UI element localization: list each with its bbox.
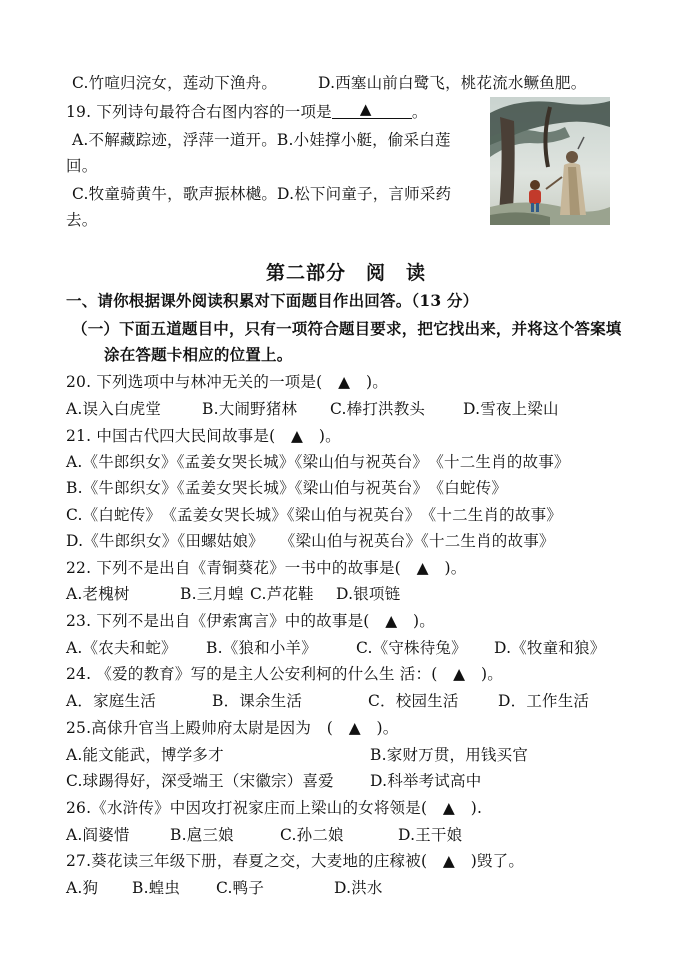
q22-option-b: B.三月蝗 bbox=[180, 585, 244, 603]
q27-option-d: D.洪水 bbox=[334, 879, 383, 897]
q26-option-d: D.王干娘 bbox=[398, 826, 463, 844]
q22-option-d: D.银项链 bbox=[336, 585, 401, 603]
q24-option-c: C．校园生活 bbox=[368, 692, 459, 710]
q21-option-a: A.《牛郎织女》《孟姜女哭长城》《梁山伯与祝英台》 《十二生肖的故事》 bbox=[66, 453, 570, 471]
q18-option-c: C.竹喧归浣女，莲动下渔舟。 bbox=[72, 74, 278, 92]
q23-option-a: A.《农夫和蛇》 bbox=[66, 639, 177, 657]
q23-stem: 23. 下列不是出自《伊索寓言》中的故事是( ▲ )。 bbox=[66, 612, 435, 630]
q26-option-b: B.扈三娘 bbox=[170, 826, 234, 844]
q22-option-a: A.老槐树 bbox=[66, 585, 130, 603]
q20-option-b: B.大闹野猪林 bbox=[202, 400, 298, 418]
q25-option-d: D.科举考试高中 bbox=[370, 772, 482, 790]
q21-option-c: C.《白蛇传》 《孟姜女哭长城》《梁山伯与祝英台》 《十二生肖的故事》 bbox=[66, 506, 562, 524]
q24-option-d: D．工作生活 bbox=[498, 692, 590, 710]
q27-option-b: B.蝗虫 bbox=[132, 879, 181, 897]
q25-stem: 25.高俅升官当上殿帅府太尉是因为 ( ▲ )。 bbox=[66, 719, 399, 737]
q26-option-a: A.阎婆惜 bbox=[66, 826, 130, 844]
q19-option-ab: A.不解藏踪迹，浮萍一道开。B.小娃撑小艇，偷采白莲 bbox=[72, 131, 451, 149]
q27-option-c: C.鸭子 bbox=[216, 879, 265, 897]
q21-option-d: D.《牛郎织女》《田螺姑娘》 《梁山伯与祝英台》《十二生肖的故事》 bbox=[66, 532, 555, 550]
answer-blank bbox=[332, 102, 412, 119]
q26-option-c: C.孙二娘 bbox=[280, 826, 344, 844]
q24-stem: 24. 《爱的教育》写的是主人公安利柯的什么生 活：( ▲ )。 bbox=[66, 665, 503, 683]
triangle-marker: ▲ bbox=[359, 100, 372, 118]
q27-stem: 27.葵花读三年级下册，春夏之交，大麦地的庄稼被( ▲ )毁了。 bbox=[66, 852, 525, 870]
pine-scene-icon bbox=[490, 97, 610, 225]
q20-option-d: D.雪夜上梁山 bbox=[463, 400, 559, 418]
q25-option-a: A.能文能武，博学多才 bbox=[66, 746, 224, 764]
q23-option-b: B.《狼和小羊》 bbox=[206, 639, 317, 657]
q22-option-c: C.芦花鞋 bbox=[250, 585, 314, 603]
q23-option-d: D.《牧童和狼》 bbox=[494, 639, 606, 657]
ink-painting-illustration bbox=[490, 97, 610, 225]
q27-option-a: A.狗 bbox=[66, 879, 99, 897]
q19-option-cd: C.牧童骑黄牛，歌声振林樾。D.松下问童子，言师采药 bbox=[72, 185, 452, 203]
q25-option-c: C.球踢得好，深受端王（宋徽宗）喜爱 bbox=[66, 772, 334, 790]
q25-option-b: B.家财万贯，用钱买官 bbox=[370, 746, 529, 764]
q18-option-d: D.西塞山前白鹭飞，桃花流水鳜鱼肥。 bbox=[318, 74, 587, 92]
section-one-heading: 一、请你根据课外阅读积累对下面题目作出回答。（13 分） bbox=[66, 291, 479, 310]
q22-stem: 22. 下列不是出自《青铜葵花》一书中的故事是( ▲ )。 bbox=[66, 559, 467, 577]
q21-stem: 21. 中国古代四大民间故事是( ▲ )。 bbox=[66, 427, 341, 445]
q19-option-cd-cont: 去。 bbox=[66, 211, 98, 229]
subsection-heading: （一）下面五道题目中，只有一项符合题目要求，把它找出来，并将这个答案填 bbox=[72, 319, 622, 338]
q19-stem: 19. 下列诗句最符合右图内容的一项是 ▲ 。 bbox=[66, 100, 428, 121]
q20-stem: 20. 下列选项中与林冲无关的一项是( ▲ )。 bbox=[66, 373, 388, 391]
q24-option-a: A．家庭生活 bbox=[66, 692, 156, 710]
subsection-heading-cont: 涂在答题卡相应的位置上。 bbox=[104, 345, 293, 364]
q23-option-c: C.《守株待兔》 bbox=[356, 639, 467, 657]
q24-option-b: B．课余生活 bbox=[212, 692, 303, 710]
q21-option-b: B.《牛郎织女》《孟姜女哭长城》《梁山伯与祝英台》 《白蛇传》 bbox=[66, 479, 508, 497]
part-two-title: 第二部分 阅 读 bbox=[265, 262, 427, 284]
q20-option-c: C.棒打洪教头 bbox=[330, 400, 426, 418]
q20-option-a: A.误入白虎堂 bbox=[66, 400, 162, 418]
q19-option-ab-cont: 回。 bbox=[66, 157, 98, 175]
q26-stem: 26.《水浒传》中因攻打祝家庄而上梁山的女将领是( ▲ ). bbox=[66, 799, 483, 817]
